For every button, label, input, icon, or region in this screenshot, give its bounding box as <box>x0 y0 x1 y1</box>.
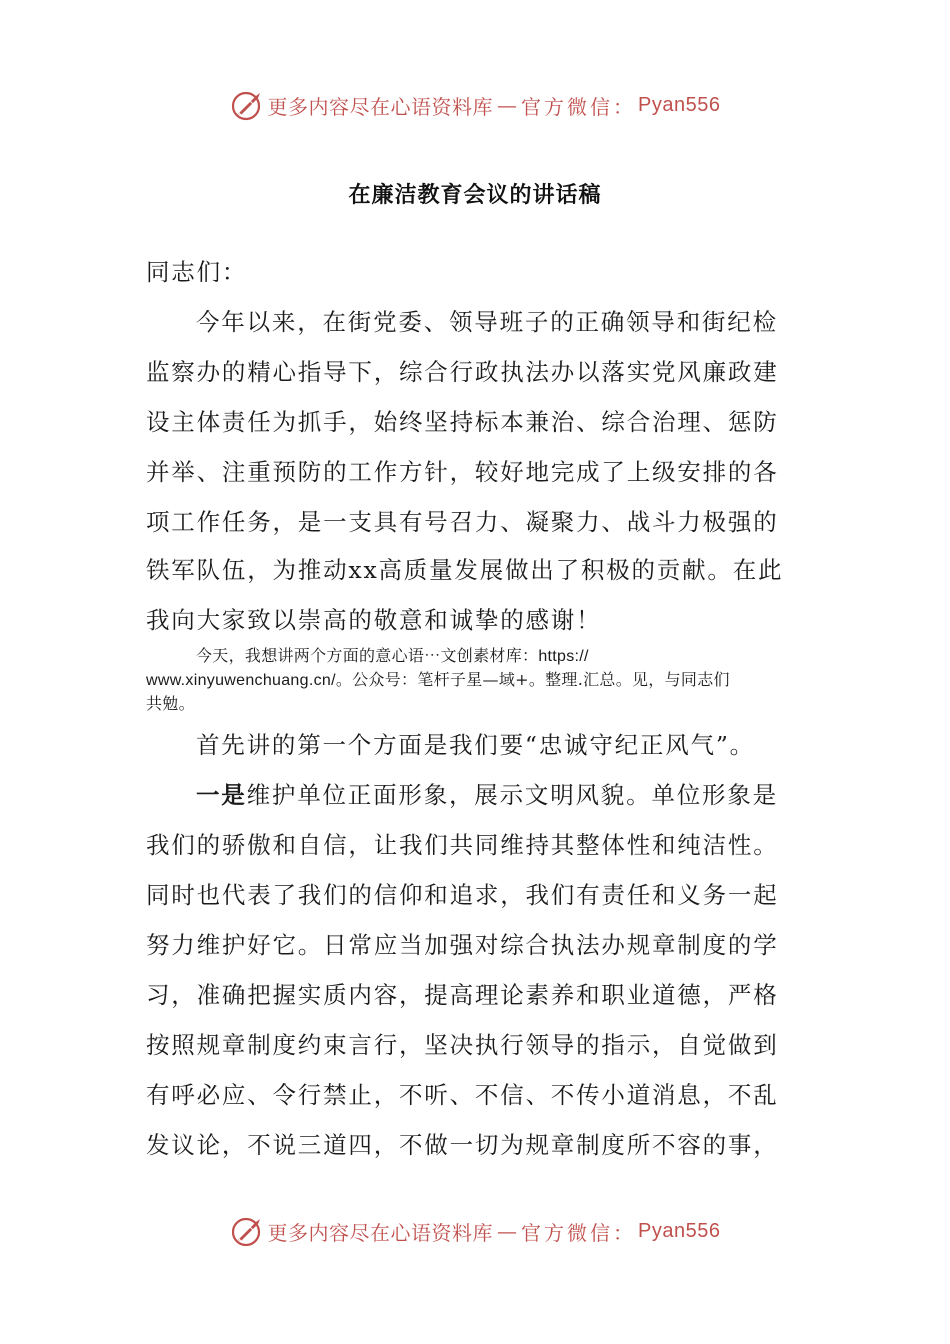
pen-logo-icon <box>230 87 266 123</box>
paragraph-line: 设主体责任为抓手，始终坚持标本兼治、综合治理、惩防 <box>146 408 779 436</box>
note-text: 。公众号：笔杆子星—域+。整理.汇总。见，与同志们 <box>335 670 730 689</box>
paragraph-line: 并举、注重预防的工作方针，较好地完成了上级安排的各 <box>146 458 779 486</box>
paragraph-line: 今年以来，在街党委、领导班子的正确领导和街纪检 <box>196 308 778 336</box>
note-line <box>196 644 589 669</box>
section-intro: 首先讲的第一个方面是我们要“忠诚守纪正风气”。 <box>196 731 755 759</box>
paragraph-line: 项工作任务，是一支具有号召力、凝聚力、战斗力极强的 <box>146 508 779 536</box>
paragraph-line: 习，准确把握实质内容，提高理论素养和职业道德，严格 <box>146 981 779 1009</box>
note-text: 今天，我想讲两个方面的意心语⋯文创素材库： <box>196 646 539 665</box>
paragraph-line: 努力维护好它。日常应当加强对综合执法办规章制度的学 <box>146 931 779 959</box>
note-url: www.xinyuwenchuang.cn/ <box>146 672 336 689</box>
banner-text: 更多内容尽在心语资料库 <box>267 94 494 119</box>
point-first-line <box>196 780 778 810</box>
paragraph-line: 按照规章制度约束言行，坚决执行领导的指示，自觉做到 <box>146 1031 779 1059</box>
pen-logo-icon <box>230 1213 266 1249</box>
paragraph-line: 有呼必应、令行禁止，不听、不信、不传小道消息，不乱 <box>146 1081 779 1109</box>
header-banner <box>0 80 950 130</box>
footer-banner <box>0 1206 950 1256</box>
note-url: https:// <box>538 648 589 665</box>
banner-wechat-id: Pyan556 <box>638 1219 721 1242</box>
paragraph-line: 监察办的精心指导下，综合行政执法办以落实党风廉政建 <box>146 358 779 386</box>
paragraph-line: 同时也代表了我们的信仰和追求，我们有责任和义务一起 <box>146 881 779 909</box>
banner-wechat-label: 官方微信： <box>521 94 637 119</box>
salutation: 同志们： <box>146 258 248 286</box>
note-line: 共勉。 <box>146 694 195 713</box>
paragraph-line: 我向大家致以崇高的敬意和诚挚的感谢！ <box>146 606 602 634</box>
banner-text: 更多内容尽在心语资料库 <box>267 1220 494 1245</box>
banner-separator: — <box>497 93 518 117</box>
point-text: 维护单位正面形象，展示文明风貌。单位形象是 <box>246 781 778 809</box>
paragraph-line: 铁军队伍，为推动xx高质量发展做出了积极的贡献。在此 <box>146 556 784 584</box>
banner-wechat-id: Pyan556 <box>638 93 721 116</box>
paragraph-line: 我们的骄傲和自信，让我们共同维持其整体性和纯洁性。 <box>146 831 779 859</box>
banner-wechat-label: 官方微信： <box>521 1220 637 1245</box>
point-lead: 一是 <box>196 781 247 809</box>
banner-separator: — <box>497 1219 518 1243</box>
note-line <box>146 668 730 693</box>
paragraph-line: 发议论，不说三道四，不做一切为规章制度所不容的事， <box>146 1131 779 1159</box>
page-title: 在廉洁教育会议的讲话稿 <box>348 182 602 208</box>
